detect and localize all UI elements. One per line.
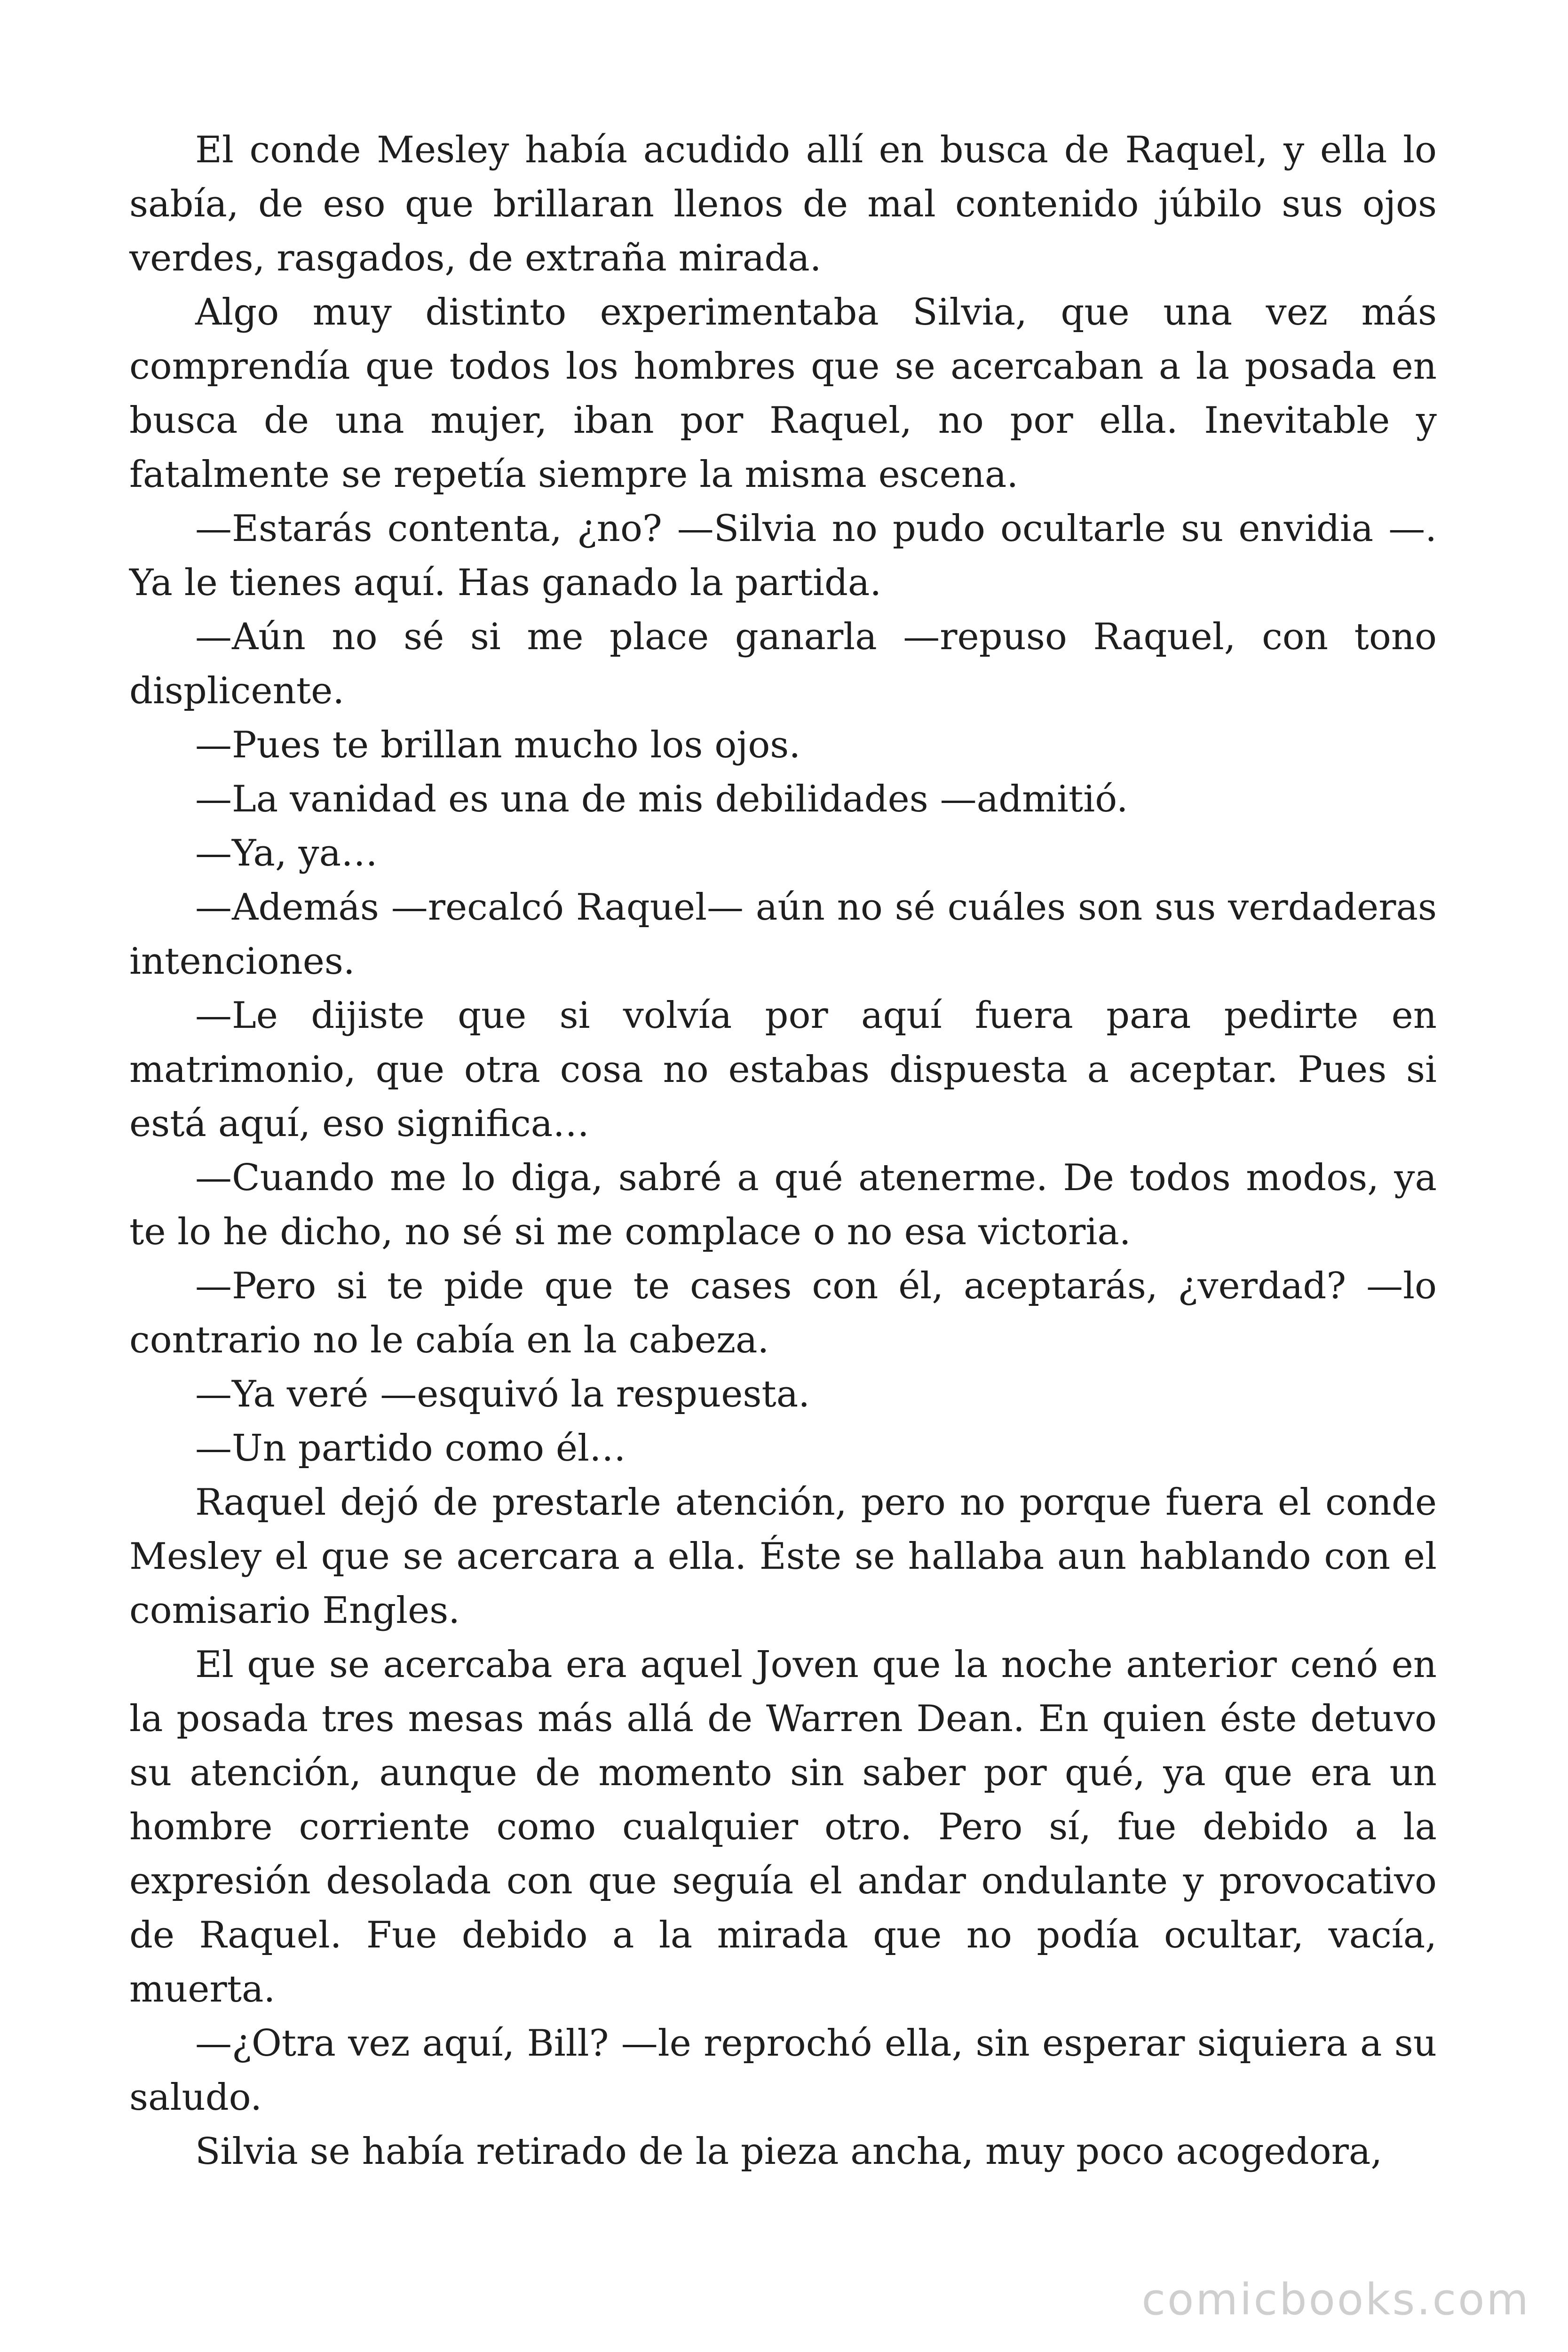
paragraph: —Ya veré —esquivó la respuesta. [195, 1373, 810, 1415]
paragraph: —Le dijiste que si volvía por aquí fuera para pedirte en matrimonio, que otra cosa no estabas dispuesta a aceptar. Pues si está aquí, eso significa… [129, 994, 1437, 1145]
paragraph: —Estarás contenta, ¿no? —Silvia no pudo ocultarle su envidia —. Ya le tienes aquí. Has ganado la partida. [129, 508, 1437, 604]
body-text [129, 123, 1437, 2179]
paragraph: —Ya, ya… [195, 832, 378, 874]
paragraph: —Cuando me lo diga, sabré a qué atenerme. De todos modos, ya te lo he dicho, no sé si me complace o no esa victoria. [129, 1157, 1437, 1253]
paragraph: —Además —recalcó Raquel— aún no sé cuáles son sus verdaderas intenciones. [129, 886, 1437, 983]
paragraph: —Pues te brillan mucho los ojos. [195, 724, 801, 766]
paragraph: Algo muy distinto experimentaba Silvia, que una vez más comprendía que todos los hombres que se acercaban a la posada en busca de una mujer, iban por Raquel, no por ella. Inevitable y fatalmente se repetía siempre la misma escena. [129, 291, 1437, 496]
watermark: comicbooks.com [1141, 2274, 1530, 2325]
paragraph: El que se acercaba era aquel Joven que la noche anterior cenó en la posada tres mesas más allá de Warren Dean. En quien éste detuvo su atención, aunque de momento sin saber por qué, ya que era un hombre corriente como cualquier otro. Pero sí, fue debido a la expresión desolada con que seguía el andar ondulante y provocativo de Raquel. Fue debido a la mirada que no podía ocultar, vacía, muerta. [129, 1644, 1437, 2010]
paragraph: El conde Mesley había acudido allí en busca de Raquel, y ella lo sabía, de eso que brillaran llenos de mal contenido júbilo sus ojos verdes, rasgados, de extraña mirada. [129, 129, 1437, 279]
paragraph: —¿Otra vez aquí, Bill? —le reprochó ella, sin esperar siquiera a su saludo. [129, 2022, 1437, 2119]
paragraph: —Pero si te pide que te cases con él, aceptarás, ¿verdad? —lo contrario no le cabía en la cabeza. [129, 1265, 1437, 1361]
paragraph: —Un partido como él… [195, 1427, 626, 1470]
paragraph: Silvia se había retirado de la pieza ancha, muy poco acogedora, [195, 2130, 1383, 2173]
paragraph: —Aún no sé si me place ganarla —repuso Raquel, con tono displicente. [129, 616, 1437, 712]
paragraph: Raquel dejó de prestarle atención, pero no porque fuera el conde Mesley el que se acercara a ella. Éste se hallaba aun hablando con el comisario Engles. [129, 1481, 1437, 1632]
paragraph: —La vanidad es una de mis debilidades —admitió. [195, 778, 1128, 820]
